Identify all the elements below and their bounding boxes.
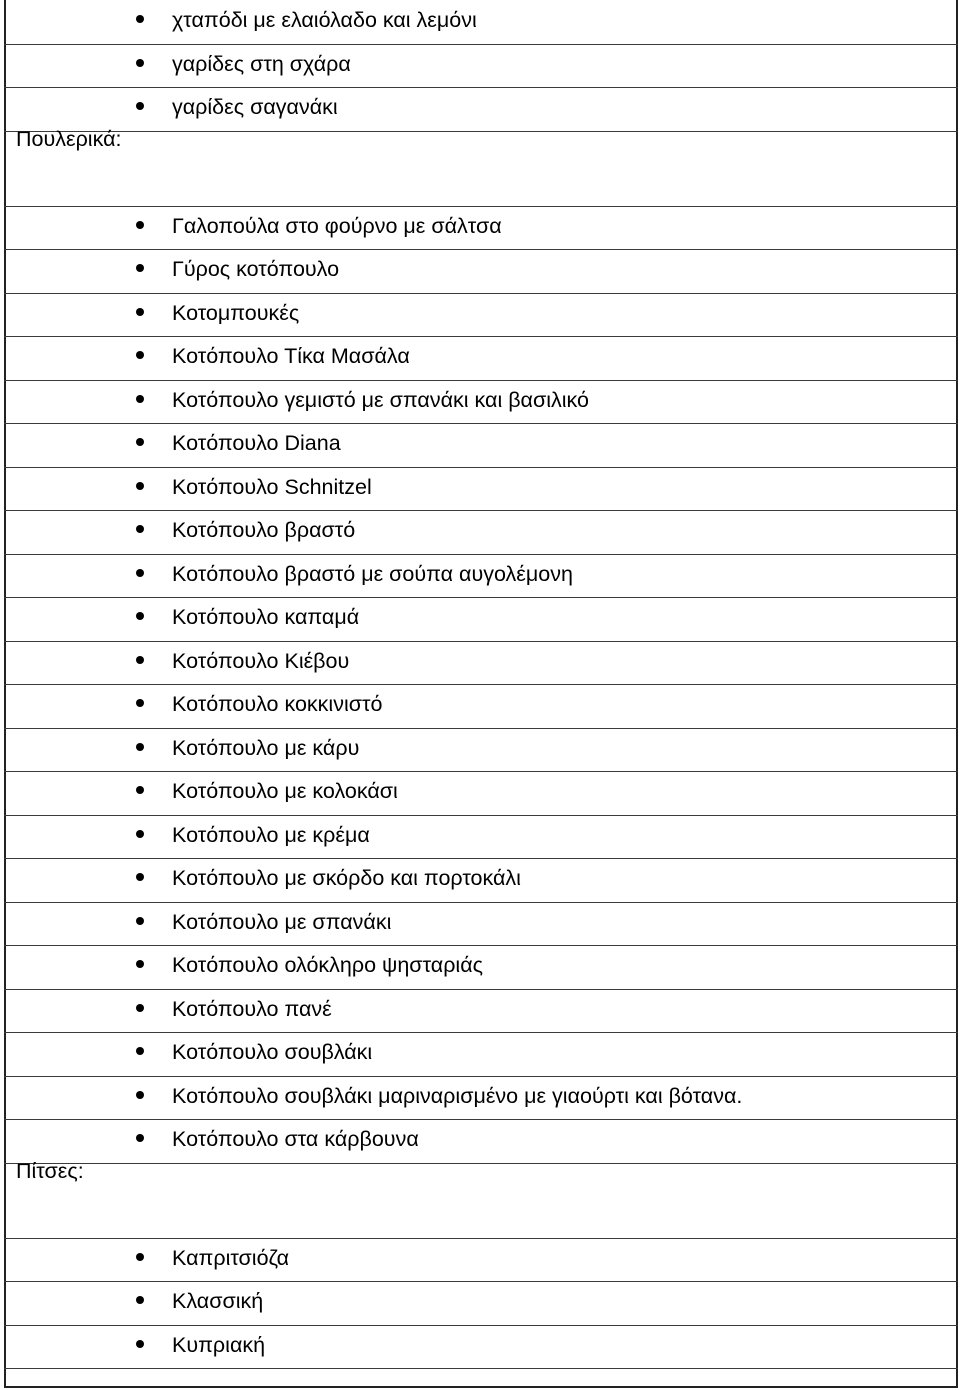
bullet-icon [136,699,144,707]
bullet-icon [136,221,144,229]
bullet-icon [136,1134,144,1142]
list-item-text: Κοτόπουλο Κιέβου [172,648,350,673]
bullet-icon [136,612,144,620]
list-item [6,771,956,814]
list-item-text: Γύρος κοτόπουλο [172,257,340,281]
list-item [6,902,956,945]
list-item [6,87,956,130]
bullet-icon [136,960,144,968]
bullet-icon [136,1004,144,1012]
bullet-icon [136,15,144,23]
bullet-icon [136,525,144,533]
list-item [6,1238,956,1281]
bullet-icon [136,873,144,881]
list-item [6,989,956,1032]
bullet-icon [136,786,144,794]
list-item-text: Κοτόπουλο γεμιστό με σπανάκι και βασιλικό [172,387,590,412]
list-item [6,858,956,901]
bullet-icon [136,308,144,316]
list-item-text: Κοτόπουλο με κάρυ [172,735,360,760]
bullet-icon [136,1253,144,1261]
list-item-text: Κοτόπουλο Schnitzel [172,474,372,499]
list-item-text: Κοτόπουλο καπαμά [172,605,360,629]
bullet-icon [136,395,144,403]
list-item [6,554,956,597]
list-item-text: χταπόδι με ελαιόλαδο και λεμόνι [172,8,477,32]
row-divider [4,131,958,132]
bullet-icon [136,102,144,110]
list-item [6,336,956,379]
bullet-icon [136,917,144,925]
list-item [6,467,956,510]
list-item [6,44,956,87]
list-item [6,728,956,771]
row-divider [4,1163,958,1164]
list-item-text: Κοτόπουλο με σκόρδο και πορτοκάλι [172,866,521,890]
list-item-text: Κοτόπουλο Diana [172,431,341,455]
list-item [6,641,956,684]
list-item [6,684,956,727]
section-label: Πίτσες: [16,1158,84,1183]
list-item [6,249,956,292]
bullet-icon [136,1340,144,1348]
bullet-icon [136,1296,144,1304]
list-item-text: Κοτόπουλο βραστό με σούπα αυγολέμονη [172,561,573,586]
list-item-text: Κοτόπουλο με κρέμα [172,822,370,847]
bullet-icon [136,569,144,577]
list-item-text: Κοτόπουλο ολόκληρο ψησταριάς [172,953,483,977]
bullet-icon [136,438,144,446]
bullet-icon [136,830,144,838]
list-item-text: Κλασσική [172,1289,264,1313]
list-item-text: Γαλοπούλα στο φούρνο με σάλτσα [172,213,502,238]
bullet-icon [136,351,144,359]
list-item [6,597,956,640]
list-item [6,380,956,423]
list-item-text: Κοτόπουλο κοκκινιστό [172,692,383,716]
bullet-icon [136,743,144,751]
bullet-icon [136,656,144,664]
list-item [6,1076,956,1119]
list-item-text: Κοτόπουλο βραστό [172,518,356,542]
list-item-text: Καπριτσιόζα [172,1245,290,1270]
list-item-text: Κοτόπουλο με σπανάκι [172,909,392,934]
list-item-text: Κοτόπουλο σουβλάκι μαριναρισμένο με γιαούρτι και βότανα. [172,1083,743,1108]
list-item-text: Κοτόπουλο πανέ [172,996,332,1021]
list-item-text: γαρίδες σαγανάκι [172,95,338,119]
bullet-icon [136,1091,144,1099]
list-item [6,206,956,249]
bullet-icon [136,1047,144,1055]
list-item [6,945,956,988]
list-item [6,815,956,858]
list-item [6,293,956,336]
row-divider [4,1368,958,1369]
section-label: Πουλερικά: [16,126,122,151]
list-item-text: Κυπριακή [172,1332,266,1357]
list-item-text: γαρίδες στη σχάρα [172,51,351,76]
list-item-text: Κοτόπουλο Τίκα Μασάλα [172,344,410,368]
list-item-text: Κοτόπουλο στα κάρβουνα [172,1127,419,1151]
bullet-icon [136,59,144,67]
list-item [6,1281,956,1324]
list-item-text: Κοτόπουλο με κολοκάσι [172,779,398,803]
bullet-icon [136,264,144,272]
list-item [6,0,956,43]
list-item [6,510,956,553]
list-item [6,1119,956,1162]
list-item [6,1325,956,1368]
list-item-text: Κοτομπουκές [172,300,300,325]
list-item [6,1032,956,1075]
list-item-text: Κοτόπουλο σουβλάκι [172,1040,373,1064]
bullet-icon [136,482,144,490]
list-item [6,423,956,466]
